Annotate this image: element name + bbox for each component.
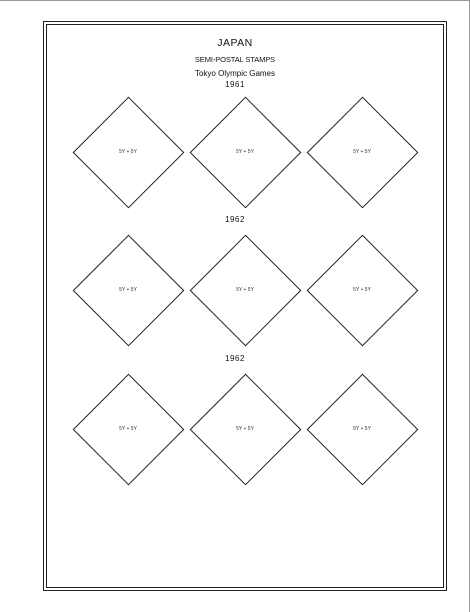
stamp-denomination: 5Y + 5Y [236,426,254,432]
stamp-denomination: 5Y + 5Y [119,149,137,155]
window-top-edge [0,0,470,1]
stamp-denomination: 5Y + 5Y [353,287,371,293]
stamp-denomination: 5Y + 5Y [119,287,137,293]
year-heading-row-3: 1962 [225,354,245,363]
stamp-denomination: 5Y + 5Y [236,149,254,155]
stamp-denomination: 5Y + 5Y [236,287,254,293]
year-heading-row-1: 1961 [225,80,245,89]
series-title: Tokyo Olympic Games [194,69,276,78]
year-heading-row-2: 1962 [225,215,245,224]
page-section: SEMI-POSTAL STAMPS [194,55,276,64]
stamp-denomination: 5Y + 5Y [119,426,137,432]
stamp-denomination: 5Y + 5Y [353,149,371,155]
page-title: JAPAN [217,37,253,49]
stamp-denomination: 5Y + 5Y [353,426,371,432]
